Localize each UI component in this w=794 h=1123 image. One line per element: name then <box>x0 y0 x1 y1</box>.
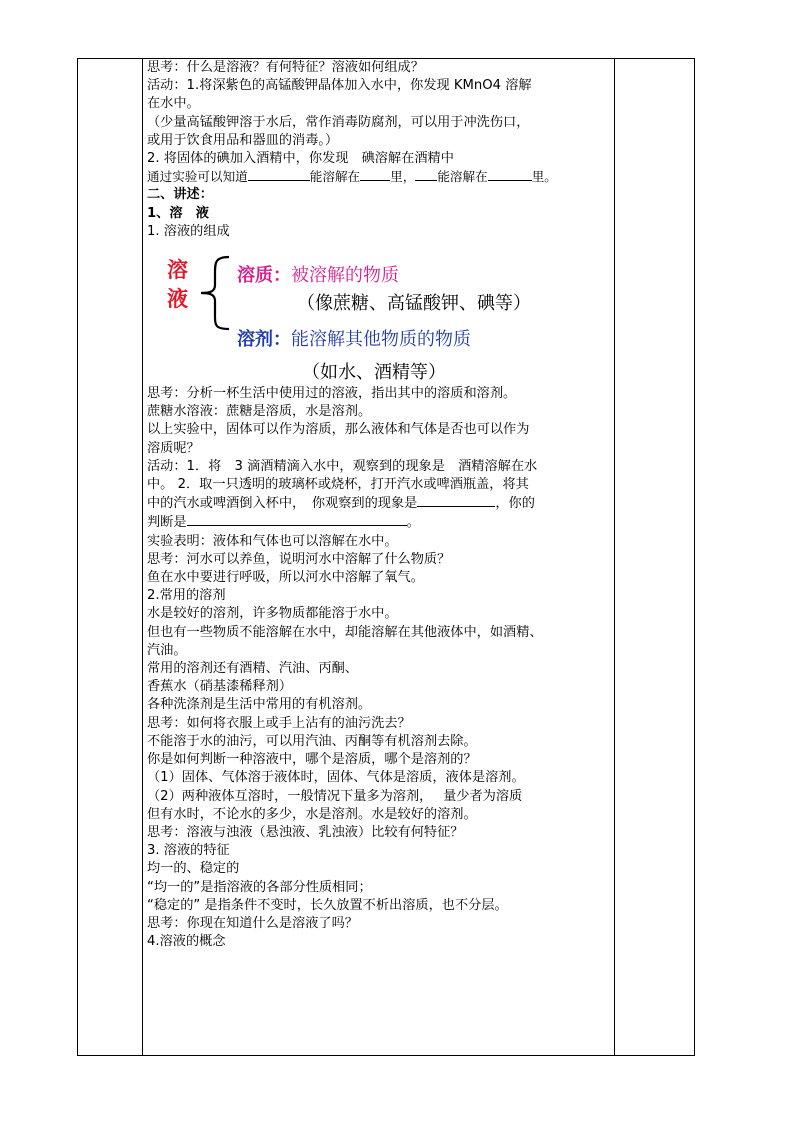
solvent-label: 溶剂： <box>237 329 291 351</box>
solute-example: （像蔗糖、高锰酸钾、碘等） <box>297 293 531 315</box>
blank <box>187 513 407 526</box>
paragraph: （少量高锰酸钾溶于水后，常作消毒防腐剂，可以用于冲洗伤口， <box>147 114 530 130</box>
paragraph: 你是如何判断一种溶液中，哪个是溶质，哪个是溶剂的？ <box>147 752 477 768</box>
paragraph: 溶质呢？ <box>147 440 200 456</box>
fill-text: 能溶解在 <box>309 169 361 185</box>
fill-in-line <box>147 494 613 513</box>
section-heading: 二、讲述： <box>147 187 213 203</box>
paragraph: 思考：你现在知道什么是溶液了吗？ <box>147 915 358 931</box>
solute-label: 溶质： <box>237 265 291 287</box>
fill-text: 能溶解在 <box>437 169 488 185</box>
blank <box>415 168 437 181</box>
paragraph: 3. 溶液的特征 <box>147 843 230 859</box>
diagram-main-char: 液 <box>167 287 188 312</box>
solution-composition-diagram <box>147 241 613 385</box>
sub-heading: 1、溶 液 <box>147 205 209 221</box>
paragraph: 2. 将固体的碘加入酒精中，你发现 碘溶解在酒精中 <box>147 151 454 167</box>
diagram-main-char: 溶 <box>167 258 188 283</box>
paragraph: 以上实验中，固体可以作为溶质，那么液体和气体是否也可以作为 <box>147 422 530 438</box>
blank <box>248 168 310 181</box>
paragraph: 水是较好的溶剂，许多物质都能溶于水中。 <box>147 606 398 622</box>
fill-text: ，你的 <box>495 496 535 512</box>
paragraph: 不能溶于水的油污，可以用汽油、丙酮等有机溶剂去除。 <box>147 733 477 749</box>
table-column-divider-left <box>142 58 143 1056</box>
paragraph: 汽油。 <box>147 642 187 658</box>
fill-in-line <box>147 513 613 532</box>
paragraph: 但有水时，不论水的多少，水是溶剂。水是较好的溶剂。 <box>147 806 477 822</box>
paragraph: 思考：什么是溶液？有何特征？溶液如何组成？ <box>147 60 424 75</box>
fill-text: 。 <box>406 515 420 531</box>
paragraph: 思考：如何将衣服上或手上沾有的油污洗去？ <box>147 715 411 731</box>
blank <box>360 168 390 181</box>
paragraph: 活动：1.将深紫色的高锰酸钾晶体加入水中，你发现 KMnO4 溶解 <box>147 78 532 94</box>
solute-row <box>237 267 399 285</box>
paragraph: 思考：溶液与浊液（悬浊液、乳浊液）比较有何特征？ <box>147 824 464 840</box>
paragraph: 思考：分析一杯生活中使用过的溶液，指出其中的溶质和溶剂。 <box>147 386 517 402</box>
solute-definition: 被溶解的物质 <box>291 265 399 287</box>
paragraph: “稳定的” 是指条件不变时，长久放置不析出溶质，也不分层。 <box>147 897 508 913</box>
paragraph: 香蕉水（硝基漆稀释剂） <box>147 679 293 695</box>
paragraph: （1）固体、气体溶于液体时，固体、气体是溶质，液体是溶剂。 <box>147 770 525 786</box>
fill-text: 中的汽水或啤酒倒入杯中， 你观察到的现象是 <box>147 496 418 512</box>
paragraph: 4.溶液的概念 <box>147 934 226 950</box>
blank <box>488 168 532 181</box>
blank <box>417 494 495 507</box>
paragraph: 思考：河水可以养鱼，说明河水中溶解了什么物质？ <box>147 551 451 567</box>
solvent-definition: 能溶解其他物质的物质 <box>291 329 471 351</box>
paragraph: （2）两种液体互溶时，一般情况下量多为溶剂， 量少者为溶质 <box>147 788 523 804</box>
paragraph: 实验表明：液体和气体也可以溶解在水中。 <box>147 533 398 549</box>
fill-text: 里。 <box>531 169 557 185</box>
paragraph: 常用的溶剂还有酒精、汽油、丙酮、 <box>147 661 358 677</box>
paragraph: 各种洗涤剂是生活中常用的有机溶剂。 <box>147 697 372 713</box>
fill-text: 里， <box>390 169 416 185</box>
brace-icon <box>193 253 233 333</box>
solvent-example: （如水、酒精等） <box>302 362 446 384</box>
fill-in-line <box>147 168 613 186</box>
paragraph: “均一的”是指溶液的各部分性质相同； <box>147 879 372 895</box>
fill-text: 通过实验可以知道 <box>147 169 248 185</box>
fill-text: 判断是 <box>147 515 187 531</box>
table-column-divider-right <box>614 58 615 1056</box>
paragraph: 或用于饮食用品和器皿的消毒。） <box>147 132 339 148</box>
paragraph: 均一的、稳定的 <box>147 861 240 877</box>
paragraph: 在水中。 <box>147 96 200 112</box>
paragraph: 但也有一些物质不能溶解在水中，却能溶解在其他液体中，如酒精、 <box>147 624 543 640</box>
paragraph: 2.常用的溶剂 <box>147 588 226 604</box>
solvent-row <box>237 331 471 349</box>
paragraph: 中。 2．取一只透明的玻璃杯或烧杯，打开汽水或啤酒瓶盖，将其 <box>147 477 529 493</box>
paragraph: 鱼在水中要进行呼吸，所以河水中溶解了氧气。 <box>147 570 424 586</box>
paragraph: 1. 溶液的组成 <box>147 223 230 239</box>
paragraph: 活动：1．将 3 滴酒精滴入水中，观察到的现象是 酒精溶解在水 <box>147 458 538 474</box>
lesson-content <box>147 59 613 951</box>
paragraph: 蔗糖水溶液：蔗糖是溶质，水是溶剂。 <box>147 404 372 420</box>
